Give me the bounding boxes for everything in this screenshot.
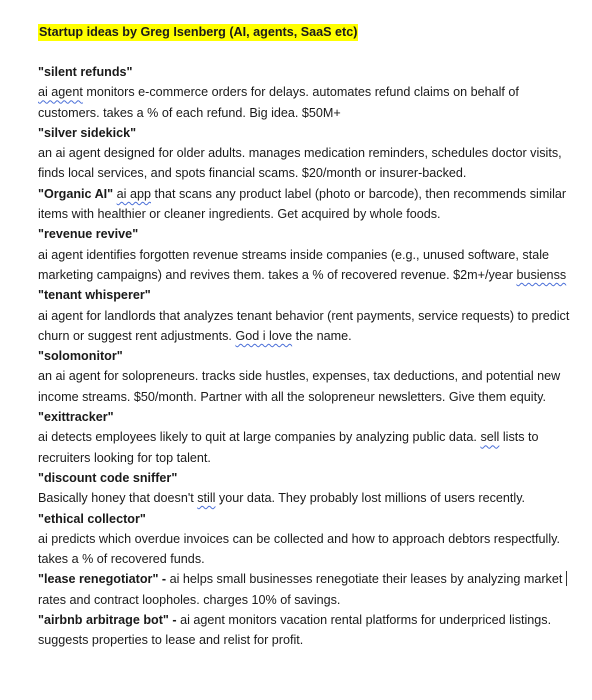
- spellcheck-word: God i love: [235, 328, 293, 343]
- text-line: [38, 306, 578, 326]
- text-line: [38, 488, 578, 508]
- idea-name: "Organic AI": [38, 186, 114, 201]
- text-line: [38, 204, 578, 224]
- text-line: [38, 549, 578, 569]
- text-line: [38, 529, 578, 549]
- text-cursor: [566, 571, 567, 586]
- idea-text: the name.: [292, 328, 352, 343]
- idea-text: income streams. $50/month. Partner with all the solopreneur newsletters. Give them equity.: [38, 389, 546, 404]
- text-line: [38, 82, 578, 102]
- text-line: [38, 163, 578, 183]
- text-line: [38, 143, 578, 163]
- text-line: [38, 569, 578, 589]
- idea-text: finds local services, and spots financial scams. $20/month or insurer-backed.: [38, 166, 467, 181]
- idea-name: "tenant whisperer": [38, 288, 151, 303]
- text-line: [38, 265, 578, 285]
- text-line: [38, 285, 578, 305]
- idea-text: Basically honey that doesn't: [38, 491, 198, 506]
- idea-name: "lease renegotiator" -: [38, 572, 167, 587]
- text-line: [38, 630, 578, 650]
- idea-text: your data. They probably lost millions of users recently.: [215, 491, 526, 506]
- idea-text: recruiters looking for top talent.: [38, 450, 211, 465]
- idea-text: ai helps small businesses renegotiate their leases by analyzing market: [166, 572, 563, 587]
- text-line: [38, 590, 578, 610]
- text-line: [38, 427, 578, 447]
- spellcheck-word: ai agent: [38, 85, 83, 100]
- idea-text: ai agent for landlords that analyzes tenant behavior (rent payments, service requests) to predict: [38, 308, 570, 323]
- document-title: Startup ideas by Greg Isenberg (AI, agents, SaaS etc): [39, 25, 358, 39]
- document-body: [38, 62, 578, 651]
- idea-text: rates and contract loopholes. charges 10% of savings.: [38, 592, 341, 607]
- spellcheck-word: busienss: [516, 267, 567, 282]
- text-line: [38, 509, 578, 529]
- text-line: [38, 468, 578, 488]
- idea-text: suggests properties to lease and relist for profit.: [38, 633, 304, 648]
- text-line: [38, 610, 578, 630]
- spellcheck-word: sell: [480, 430, 500, 445]
- text-line: [38, 224, 578, 244]
- idea-text: marketing campaigns) and revives them. takes a % of recovered revenue. $2m+/year: [38, 267, 517, 282]
- idea-text: an ai agent designed for older adults. manages medication reminders, schedules doctor visits,: [38, 146, 562, 161]
- text-line: [38, 62, 578, 82]
- idea-name: "exittracker": [38, 410, 114, 425]
- idea-text: ai predicts which overdue invoices can be collected and how to approach debtors respectfully.: [38, 531, 561, 546]
- idea-text: monitors e-commerce orders for delays. automates refund claims on behalf of: [82, 85, 519, 100]
- spellcheck-word: ai app: [116, 186, 151, 201]
- spellcheck-word: still: [197, 491, 216, 506]
- idea-name: "solomonitor": [38, 349, 123, 364]
- idea-text: that scans any product label (photo or barcode), then recommends similar: [151, 186, 567, 201]
- text-line: [38, 407, 578, 427]
- idea-text: ai agent monitors vacation rental platforms for underpriced listings.: [176, 613, 552, 628]
- idea-name: "ethical collector": [38, 511, 146, 526]
- idea-name: "airbnb arbitrage bot" -: [38, 613, 177, 628]
- idea-name: "silent refunds": [38, 65, 133, 79]
- text-line: [38, 103, 578, 123]
- idea-name: "discount code sniffer": [38, 470, 178, 485]
- idea-text: an ai agent for solopreneurs. tracks side hustles, expenses, tax deductions, and potential new: [38, 369, 561, 384]
- text-line: [38, 326, 578, 346]
- idea-text: churn or suggest rent adjustments.: [38, 328, 236, 343]
- idea-text: lists to: [499, 430, 539, 445]
- text-line: [38, 123, 578, 143]
- text-line: [38, 366, 578, 386]
- text-line: [38, 245, 578, 265]
- idea-name: "revenue revive": [38, 227, 139, 242]
- idea-text: customers. takes a % of each refund. Big idea. $50M+: [38, 105, 341, 120]
- idea-text: ai detects employees likely to quit at large companies by analyzing public data.: [38, 430, 481, 445]
- idea-name: "silver sidekick": [38, 125, 137, 140]
- idea-text: ai agent identifies forgotten revenue streams inside companies (e.g., unused software, stale: [38, 247, 550, 262]
- text-line: [38, 387, 578, 407]
- idea-text: takes a % of recovered funds.: [38, 552, 205, 567]
- text-line: [38, 184, 578, 204]
- text-line: [38, 346, 578, 366]
- idea-text: items with healthier or cleaner ingredients. Get acquired by whole foods.: [38, 207, 441, 222]
- text-line: [38, 448, 578, 468]
